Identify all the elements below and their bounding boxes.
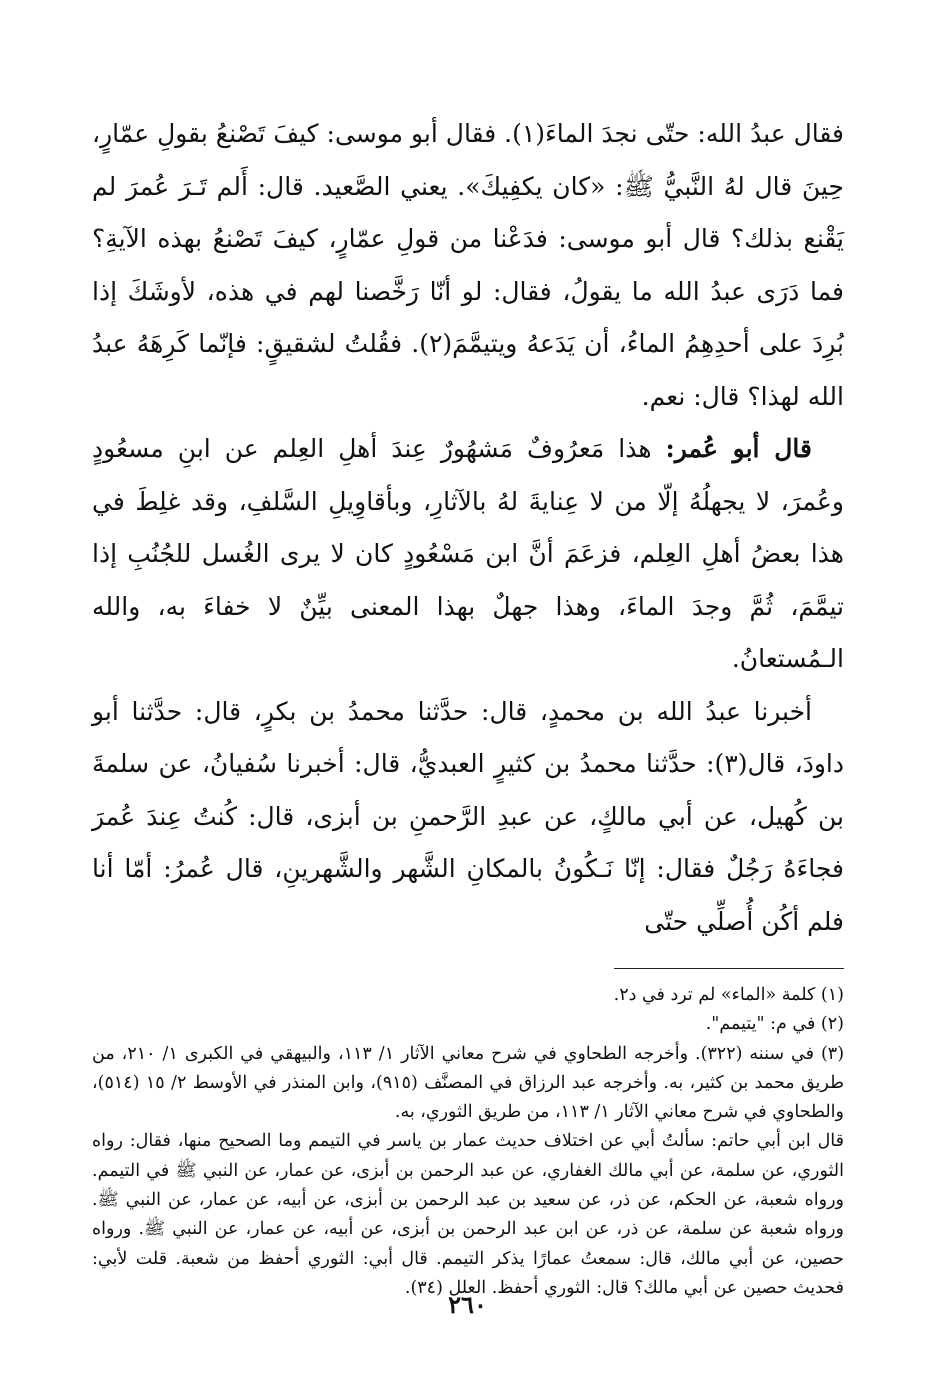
footnote-3-continuation: قال ابن أبي حاتم: سألتُ أبي عن اختلاف حديث عمار بن ياسر في التيمم وما الصحيح منها، فقال: رواه الثوري، عن سلمة، عن أبي مالك الغفاري، عن عبد الرحمن بن أبزى، عن عمار، عن النبي ﷺ في التيمم. ورواه شعبة، عن الحكم، عن ذر، عن سعيد بن عبد الرحمن بن أبزى، عن أبيه، عن عمار، عن النبي ﷺ. ورواه شعبة عن سلمة، عن ذر، عن ابن عبد الرحمن بن أبزى، عن أبيه، عن عمار، عن النبي ﷺ. ورواه حصين، عن أبي مالك، قال: سمعتُ عمارًا يذكر التيمم. قال أبي: الثوري أحفظ من شعبة. قلت لأبي: فحديث حصين عن أبي مالك؟ قال: الثوري أحفظ. العلل (٣٤).	[92, 1131, 844, 1298]
page-number: ٢٦٠	[448, 1290, 487, 1319]
paragraph-2-label: قال أبو عُمر:	[665, 434, 812, 463]
paragraph-3: أخبرنا عبدُ الله بن محمدٍ، قال: حدَّثنا محمدُ بن بكرٍ، قال: حدَّثنا أبو داودَ، قال(٣): حدَّثنا محمدُ بن كثيرٍ العبديُّ، قال: أخبرنا سُفيانُ، عن سلمةَ بن كُهيل، عن أبي مالكٍ، عن عبدِ الرَّحمنِ بن أبزى، قال: كُنتُ عِندَ عُمرَ فجاءَهُ رَجُلٌ فقال: إنّا نَـكُونُ بالمكانِ الشَّهر والشَّهرينِ، قال عُمرُ: أمّا أنا فلم أكُن أُصلِّي حتّى	[92, 696, 844, 936]
footnotes	[92, 981, 844, 1303]
main-text	[92, 108, 844, 948]
footnote-2: (٢) في م: "يتيمم".	[705, 1014, 844, 1035]
paragraph-1: فقال عبدُ الله: حتّى نجدَ الماءَ(١). فقال أبو موسى: كيفَ تَصْنعُ بقولِ عمّارٍ، حِينَ قال لهُ النَّبيُّ ﷺ: «كان يكفِيكَ». يعني الصَّعيد. قال: أَلم تَـرَ عُمرَ لم يَقْنع بذلك؟ قال أبو موسى: فدَعْنا من قولِ عمّارٍ، كيفَ تَصْنعُ بهذه الآيةِ؟ فما دَرَى عبدُ الله ما يقولُ، فقال: لو أنّا رَخَّصنا لهم في هذه، لأوشَكَ إذا بُرِدَ على أحدِهِمُ الماءُ، أن يَدَعهُ ويتيمَّمَ(٢). فقُلتُ لشقيقٍ: فإنّما كَرِهَهُ عبدُ الله لهذا؟ قال: نعم.	[92, 119, 844, 411]
footnote-3: (٣) في سننه (٣٢٢). وأخرجه الطحاوي في شرح معاني الآثار ١/ ١١٣، والبيهقي في الكبرى ١/ ٢١٠، من طريق محمد بن كثير، به. وأخرجه عبد الرزاق في المصنَّف (٩١٥)، وابن المنذر في الأوسط ٢/ ١٥ (٥١٤)، والطحاوي في شرح معاني الآثار ١/ ١١٣، من طريق الثوري، به.	[92, 1043, 845, 1123]
footnote-separator	[614, 968, 844, 969]
paragraph-2	[92, 423, 844, 686]
page-content	[92, 108, 844, 1303]
paragraph-2-text: هذا مَعرُوفٌ مَشهُورٌ عِندَ أهلِ العِلم عن ابنِ مسعُودٍ وعُمرَ، لا يجهلُهُ إلّا من لا عِنايةَ لهُ بالآثارِ، وبأقاوِيلِ السَّلفِ، وقد غلِطَ في هذا بعضُ أهلِ العِلم، فزعَمَ أنَّ ابن مَسْعُودٍ كان لا يرى الغُسل للجُنُبِ إذا تيمَّمَ، ثُمَّ وجدَ الماءَ، وهذا جهلٌ بهذا المعنى بيِّنٌ لا خفاءَ به، والله الـمُستعانُ.	[92, 434, 844, 673]
footnote-1: (١) كلمة «الماء» لم ترد في د٢.	[613, 985, 844, 1005]
